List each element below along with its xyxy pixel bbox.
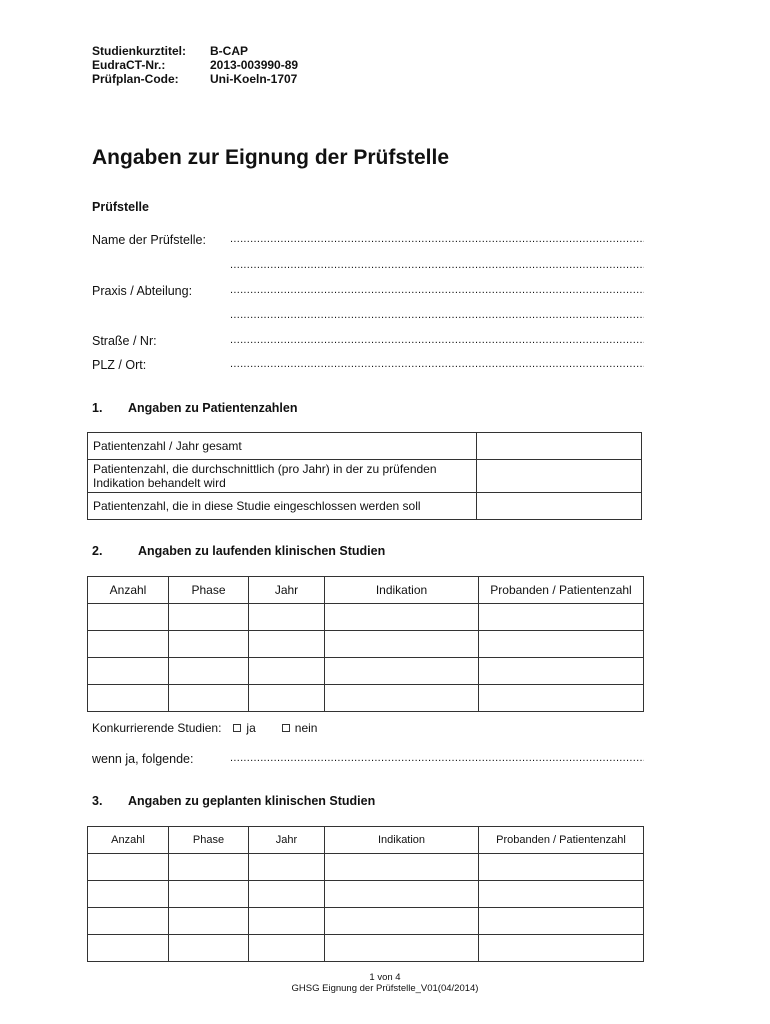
col-header: Indikation <box>325 827 479 854</box>
section-1-heading <box>92 401 297 415</box>
fill-line[interactable] <box>230 752 644 766</box>
section-number: 1. <box>92 401 103 415</box>
table-row <box>88 685 644 712</box>
section-number: 2. <box>92 544 103 558</box>
cell[interactable] <box>88 604 169 631</box>
row-label: Patientenzahl, die in diese Studie eingeschlossen werden soll <box>88 493 477 520</box>
cell[interactable] <box>479 658 644 685</box>
section-title: Angaben zu Patientenzahlen <box>128 401 298 415</box>
wenn-ja-label: wenn ja, folgende: <box>92 752 194 766</box>
col-header: Jahr <box>249 577 325 604</box>
page-title: Angaben zur Eignung der Prüfstelle <box>92 146 450 169</box>
table-row <box>88 493 642 520</box>
meta-label: EudraCT-Nr.: <box>92 58 166 72</box>
page-footer <box>0 972 770 994</box>
pruefstelle-heading: Prüfstelle <box>92 200 149 214</box>
cell[interactable] <box>325 631 479 658</box>
fill-line[interactable] <box>230 284 644 298</box>
cell[interactable] <box>325 658 479 685</box>
fill-line[interactable] <box>230 259 644 271</box>
table-row <box>88 460 642 493</box>
cell[interactable] <box>325 604 479 631</box>
table-header-row <box>88 827 644 854</box>
praxis-label: Praxis / Abteilung: <box>92 284 193 298</box>
section-number: 3. <box>92 794 103 808</box>
cell[interactable] <box>325 854 479 881</box>
option-nein-label: nein <box>294 721 318 735</box>
cell[interactable] <box>169 881 249 908</box>
value-cell[interactable] <box>477 433 642 460</box>
strasse-label: Straße / Nr: <box>92 334 157 348</box>
praxis-field-line2[interactable] <box>92 309 644 321</box>
col-header: Phase <box>169 827 249 854</box>
page-number: 1 von 4 <box>369 972 401 983</box>
cell[interactable] <box>249 881 325 908</box>
col-header: Phase <box>169 577 249 604</box>
meta-label: Studienkurztitel: <box>92 44 187 58</box>
cell[interactable] <box>325 908 479 935</box>
cell[interactable] <box>169 658 249 685</box>
cell[interactable] <box>325 685 479 712</box>
cell[interactable] <box>479 881 644 908</box>
plz-field[interactable] <box>92 358 644 372</box>
competing-studies <box>92 721 331 735</box>
strasse-field[interactable] <box>92 334 644 348</box>
col-header: Probanden / Patientenzahl <box>479 577 644 604</box>
cell[interactable] <box>479 604 644 631</box>
cell[interactable] <box>88 685 169 712</box>
table-row <box>88 881 644 908</box>
fill-line[interactable] <box>230 334 644 348</box>
cell[interactable] <box>249 685 325 712</box>
meta-row <box>92 72 298 86</box>
cell[interactable] <box>249 658 325 685</box>
meta-row <box>92 44 298 58</box>
meta-row <box>92 58 298 72</box>
col-header: Jahr <box>249 827 325 854</box>
fill-line[interactable] <box>230 309 644 321</box>
cell[interactable] <box>479 631 644 658</box>
table-row <box>88 604 644 631</box>
praxis-field[interactable] <box>92 284 644 298</box>
meta-label: Prüfplan-Code: <box>92 72 179 86</box>
study-meta <box>92 44 298 86</box>
value-cell[interactable] <box>477 460 642 493</box>
name-label: Name der Prüfstelle: <box>92 233 206 247</box>
section-title: Angaben zu laufenden klinischen Studien <box>138 544 386 558</box>
fill-line[interactable] <box>230 358 644 372</box>
plz-label: PLZ / Ort: <box>92 358 147 372</box>
cell[interactable] <box>88 908 169 935</box>
row-label: Patientenzahl / Jahr gesamt <box>88 433 477 460</box>
cell[interactable] <box>325 935 479 962</box>
fill-line[interactable] <box>230 233 644 247</box>
checkbox-nein[interactable] <box>282 724 290 732</box>
cell[interactable] <box>169 854 249 881</box>
col-header: Anzahl <box>88 827 169 854</box>
cell[interactable] <box>88 631 169 658</box>
col-header: Probanden / Patientenzahl <box>479 827 644 854</box>
cell[interactable] <box>479 908 644 935</box>
cell[interactable] <box>249 854 325 881</box>
table-row <box>88 433 642 460</box>
cell[interactable] <box>249 908 325 935</box>
name-field[interactable] <box>92 233 644 247</box>
cell[interactable] <box>88 658 169 685</box>
col-header: Anzahl <box>88 577 169 604</box>
value-cell[interactable] <box>477 493 642 520</box>
cell[interactable] <box>249 631 325 658</box>
cell[interactable] <box>169 908 249 935</box>
table-row <box>88 935 644 962</box>
cell[interactable] <box>169 935 249 962</box>
cell[interactable] <box>169 604 249 631</box>
meta-value: Uni-Koeln-1707 <box>210 72 298 86</box>
table-row <box>88 658 644 685</box>
planned-studies-table <box>87 826 644 962</box>
cell[interactable] <box>325 881 479 908</box>
cell[interactable] <box>169 685 249 712</box>
row-label: Patientenzahl, die durchschnittlich (pro Jahr) in der zu prüfenden Indikation behandelt wird <box>88 460 477 493</box>
document-version: GHSG Eignung der Prüfstelle_V01(04/2014) <box>291 983 479 994</box>
cell[interactable] <box>249 935 325 962</box>
table-header-row <box>88 577 644 604</box>
cell[interactable] <box>88 935 169 962</box>
table-row <box>88 631 644 658</box>
section-3-heading <box>92 794 375 808</box>
meta-value: 2013-003990-89 <box>210 58 299 72</box>
cell[interactable] <box>88 854 169 881</box>
cell[interactable] <box>479 935 644 962</box>
cell[interactable] <box>479 854 644 881</box>
cell[interactable] <box>479 685 644 712</box>
option-ja-label: ja <box>246 721 256 735</box>
cell[interactable] <box>88 881 169 908</box>
table-row <box>88 854 644 881</box>
name-field-line2[interactable] <box>92 259 644 271</box>
cell[interactable] <box>169 631 249 658</box>
meta-value: B-CAP <box>210 44 248 58</box>
checkbox-ja[interactable] <box>233 724 241 732</box>
table-row <box>88 908 644 935</box>
col-header: Indikation <box>325 577 479 604</box>
wenn-ja-field[interactable] <box>92 752 644 766</box>
competing-label: Konkurrierende Studien: <box>92 721 222 735</box>
section-title: Angaben zu geplanten klinischen Studien <box>128 794 376 808</box>
section-2-heading <box>92 544 385 558</box>
cell[interactable] <box>249 604 325 631</box>
running-studies-table <box>87 576 644 712</box>
patient-numbers-table <box>87 432 642 520</box>
